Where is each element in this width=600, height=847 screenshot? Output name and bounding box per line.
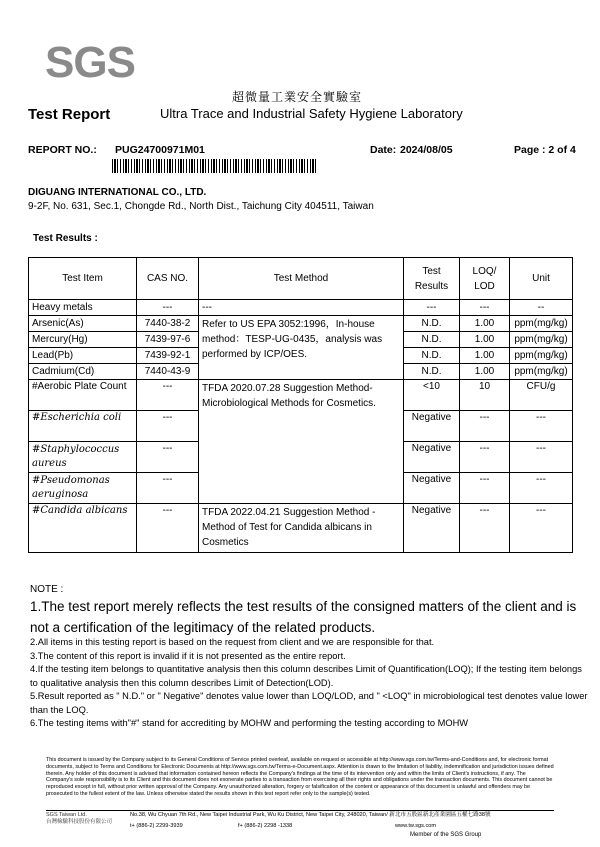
lab-name-cn: 超微量工業安全實驗室 bbox=[232, 90, 363, 104]
cell-result: Negative bbox=[404, 473, 460, 504]
cell-unit: --- bbox=[510, 411, 573, 442]
footer-company bbox=[46, 812, 112, 826]
cell-result: Negative bbox=[404, 504, 460, 553]
cell-loq: --- bbox=[460, 300, 510, 316]
cell-cas: --- bbox=[137, 442, 199, 473]
cell-item: #Aerobic Plate Count bbox=[29, 380, 137, 411]
cell-unit: --- bbox=[510, 442, 573, 473]
cell-result: Negative bbox=[404, 442, 460, 473]
footer-tel: t+ (886-2) 2299-3939 bbox=[130, 823, 183, 829]
cell-result: --- bbox=[404, 300, 460, 316]
note-2: 2.All items in this testing report is based on the request from client and we are responsible for that. bbox=[30, 637, 435, 647]
cell-method: TFDA 2022.04.21 Suggestion Method - Method of Test for Candida albicans in Cosmetics bbox=[199, 504, 404, 553]
report-no-label: REPORT NO.: bbox=[28, 144, 97, 156]
header-test-results: Test Results bbox=[404, 258, 460, 300]
footer-fax: f+ (886-2) 2298 -1338 bbox=[238, 823, 293, 829]
cell-unit: ppm(mg/kg) bbox=[510, 332, 573, 348]
cell-cas: --- bbox=[137, 300, 199, 316]
note-1: 1.The test report merely reflects the test results of the consigned matters of the client and is not a certification of the legitimacy of the related products. bbox=[30, 599, 577, 635]
sgs-logo bbox=[45, 38, 135, 88]
cell-loq: --- bbox=[460, 411, 510, 442]
cell-method-micro: TFDA 2020.07.28 Suggestion Method-Microbiological Methods for Cosmetics. bbox=[199, 380, 404, 504]
report-date: 2024/08/05 bbox=[400, 144, 453, 156]
cell-cas: --- bbox=[137, 473, 199, 504]
cell-loq: 1.00 bbox=[460, 316, 510, 332]
cell-method-metals: Refer to US EPA 3052:1996，In-house method：TESP-UG-0435，analysis was performed by ICP/OES. bbox=[199, 316, 404, 380]
note-4: 4.If the testing item belongs to quantitative analysis then this column describes Limit of Quantification(LOQ); If the testing item belongs to qualitative analysis then this column describes Limit of Detection(LOD). bbox=[30, 664, 582, 688]
report-title: Test Report bbox=[28, 106, 111, 123]
cell-result: N.D. bbox=[404, 316, 460, 332]
header-unit: Unit bbox=[510, 258, 573, 300]
footer-member: Member of the SGS Group bbox=[410, 832, 482, 838]
table-row bbox=[29, 300, 573, 316]
cell-result: <10 bbox=[404, 380, 460, 411]
cell-item: Cadmium(Cd) bbox=[29, 364, 137, 380]
cell-cas: 7440-43-9 bbox=[137, 364, 199, 380]
footer-address: No.38, Wu Chyuan 7th Rd., New Taipei Industrial Park, Wu Ku District, New Taipei City, 248020, Taiwan/ 新北市五股區新北產業園區五權七路38號 bbox=[130, 812, 491, 818]
note-5: 5.Result reported as " N.D." or " Negative" denotes value lower than LOQ/LOD, and " <LOQ" in microbiological test denotes value lower than the LOQ. bbox=[30, 691, 588, 715]
note-6: 6.The testing items with"#" stand for accrediting by MOHW and performing the testing according to MOHW bbox=[30, 718, 469, 728]
legal-disclaimer: This document is issued by the Company subject to its General Conditions of Service printed overleaf, available on request or accessible at http://www.sgs.com.tw/Terms-and-Conditions and, for electronic format documents, subject to Terms and Conditions for Electronic Documents at http://www.sgs.com.tw/Terms-e-Document.aspx. Attention is drawn to the limitation of liability, indemnification and jurisdiction issues defined therein. Any holder of this document is advised that information contained hereon reflects the Company's findings at the time of its intervention only and within the limits of Client's instructions, if any. The Company's sole responsibility is to its Client and this document does not exonerate parties to a transaction from exercising all their rights and obligations under the transaction documents. This document cannot be reproduced except in full, without prior written approval of the Company. Any unauthorized alteration, forgery or falsification of the content or appearance of this document is unlawful and offenders may be prosecuted to the fullest extent of the law. Unless otherwise stated the results shown in this test report refer only to the sample(s) tested. bbox=[46, 757, 554, 797]
footer-company-cn: 台灣檢驗科技股份有限公司 bbox=[46, 819, 113, 825]
lab-name-en: Ultra Trace and Industrial Safety Hygiene Laboratory bbox=[160, 106, 463, 121]
test-results-label: Test Results : bbox=[33, 233, 98, 244]
cell-result: N.D. bbox=[404, 348, 460, 364]
footer-website: www.tw.sgs.com bbox=[395, 823, 437, 829]
cell-loq: 1.00 bbox=[460, 364, 510, 380]
table-row bbox=[29, 316, 573, 332]
cell-method: --- bbox=[199, 300, 404, 316]
cell-loq: 1.00 bbox=[460, 332, 510, 348]
notes-list bbox=[30, 636, 590, 731]
cell-result: N.D. bbox=[404, 364, 460, 380]
page-number: Page : 2 of 4 bbox=[514, 144, 576, 156]
cell-unit: ppm(mg/kg) bbox=[510, 364, 573, 380]
client-name: DIGUANG INTERNATIONAL CO., LTD. bbox=[28, 187, 207, 198]
table-row bbox=[29, 380, 573, 411]
cell-item: #Staphylococcus aureus bbox=[29, 442, 137, 473]
cell-cas: --- bbox=[137, 411, 199, 442]
footer-divider bbox=[46, 810, 554, 811]
cell-item: Mercury(Hg) bbox=[29, 332, 137, 348]
barcode bbox=[112, 159, 317, 173]
cell-item: #Candida albicans bbox=[29, 504, 137, 553]
cell-result: Negative bbox=[404, 411, 460, 442]
results-table bbox=[28, 257, 573, 553]
cell-unit: --- bbox=[510, 473, 573, 504]
cell-loq: 1.00 bbox=[460, 348, 510, 364]
client-address: 9-2F, No. 631, Sec.1, Chongde Rd., North Dist., Taichung City 404511, Taiwan bbox=[28, 201, 374, 212]
cell-item: #Escherichia coli bbox=[29, 411, 137, 442]
cell-unit: ppm(mg/kg) bbox=[510, 348, 573, 364]
date-label: Date: bbox=[370, 144, 397, 156]
cell-item: #Pseudomonas aeruginosa bbox=[29, 473, 137, 504]
header-loq-lod: LOQ/ LOD bbox=[460, 258, 510, 300]
cell-loq: --- bbox=[460, 504, 510, 553]
cell-loq: 10 bbox=[460, 380, 510, 411]
header-cas-no: CAS NO. bbox=[137, 258, 199, 300]
cell-unit: ppm(mg/kg) bbox=[510, 316, 573, 332]
cell-unit: --- bbox=[510, 504, 573, 553]
note-3: 3.The content of this report is invalid if it is not presented as the entire report. bbox=[30, 650, 346, 661]
cell-cas: 7439-92-1 bbox=[137, 348, 199, 364]
cell-result: N.D. bbox=[404, 332, 460, 348]
cell-cas: 7439-97-6 bbox=[137, 332, 199, 348]
cell-item: Heavy metals bbox=[29, 300, 137, 316]
cell-unit: -- bbox=[510, 300, 573, 316]
cell-item: Lead(Pb) bbox=[29, 348, 137, 364]
header-test-method: Test Method bbox=[199, 258, 404, 300]
table-row bbox=[29, 504, 573, 553]
header-test-item: Test Item bbox=[29, 258, 137, 300]
cell-loq: --- bbox=[460, 442, 510, 473]
cell-cas: --- bbox=[137, 504, 199, 553]
sgs-logo-text: SGS bbox=[45, 38, 135, 87]
cell-item: Arsenic(As) bbox=[29, 316, 137, 332]
footer-company-en: SGS Taiwan Ltd. bbox=[46, 812, 87, 818]
note-label: NOTE : bbox=[30, 584, 64, 595]
cell-unit: CFU/g bbox=[510, 380, 573, 411]
cell-loq: --- bbox=[460, 473, 510, 504]
cell-cas: --- bbox=[137, 380, 199, 411]
cell-cas: 7440-38-2 bbox=[137, 316, 199, 332]
report-no: PUG24700971M01 bbox=[115, 144, 205, 156]
